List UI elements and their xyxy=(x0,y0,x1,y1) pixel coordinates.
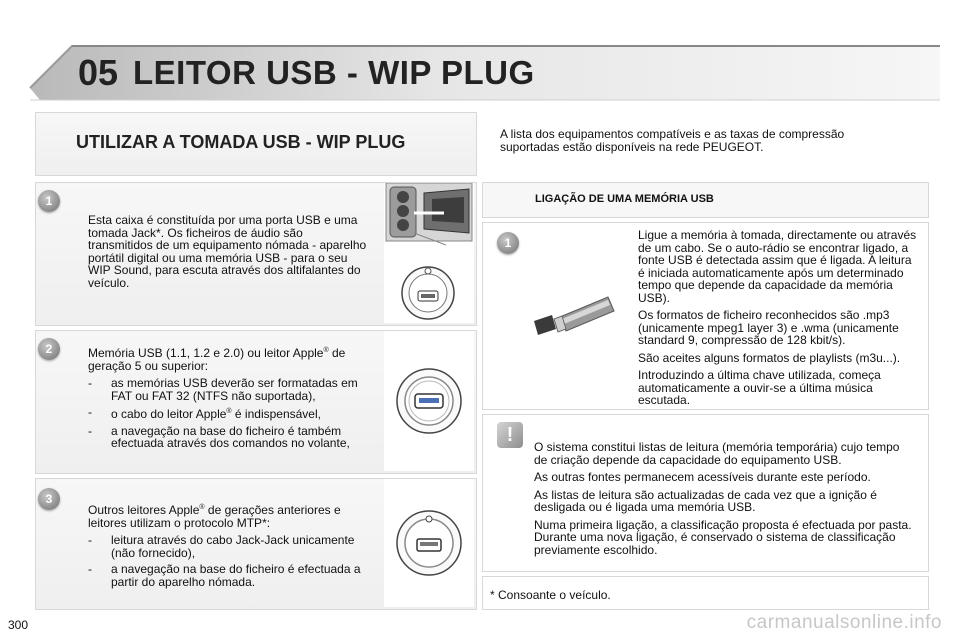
warning-icon: ! xyxy=(497,422,523,448)
usb-section-title: LIGAÇÃO DE UMA MEMÓRIA USB xyxy=(535,193,714,205)
section-1-text: Esta caixa é constituída por uma porta USB e uma tomada Jack*. Os ficheiros de áudio são transmitidos de um equipamento nómada - aparelho portátil digital ou uma memória USB - para o seu WIP Sound, para escuta através dos altifalantes do veículo. xyxy=(88,213,367,290)
list-item: - o cabo do leitor Apple® é indispensável, xyxy=(88,405,321,421)
usb-step-badge: 1 xyxy=(497,232,519,254)
section-3-text xyxy=(88,502,370,592)
section-2-text xyxy=(88,345,370,454)
usb-jack-box-picture xyxy=(384,183,474,323)
warning-text xyxy=(534,441,914,561)
usb-stick-picture xyxy=(530,285,620,335)
page-number: 300 xyxy=(8,618,29,632)
compatibility-note: A lista dos equipamentos compatíveis e as taxas de compressão suportadas estão disponíveis na rede PEUGEOT. xyxy=(500,127,845,154)
usb-port-picture xyxy=(384,331,474,471)
usb-stick-icon xyxy=(530,285,620,335)
section-1-badge: 1 xyxy=(38,190,60,212)
list-item: - a navegação na base do ficheiro é efectuada a partir do aparelho nómada. xyxy=(88,562,361,589)
list-item: - a navegação na base do ficheiro é também efectuada através dos comandos no volante, xyxy=(88,423,350,450)
usb-step-paragraph: Ligue a memória à tomada, directamente ou através de um cabo. Se o auto-rádio se encontrar ligado, a fonte USB é detectada assim que é ligada. A leitura é iniciada automaticamente após um determinado tempo que depende da capacidade da memória USB). xyxy=(638,228,917,305)
warning-paragraph: As outras fontes permanecem acessíveis durante este período. xyxy=(534,470,871,484)
warning-paragraph: O sistema constitui listas de leitura (memória temporária) cujo tempo de criação depende da capacidade do equipamento USB. xyxy=(534,440,900,467)
warning-paragraph: As listas de leitura são actualizadas de cada vez que a ignição é desligada ou é ligada uma memória USB. xyxy=(534,487,877,514)
list-item: - leitura através do cabo Jack-Jack unicamente (não fornecido), xyxy=(88,533,355,560)
chapter-number: 05 xyxy=(78,52,119,93)
list-item: - as memórias USB deverão ser formatadas em FAT ou FAT 32 (NTFS não suportada), xyxy=(88,376,358,403)
watermark: carmanualsonline.info xyxy=(746,612,942,633)
usb-step-paragraph: São aceites alguns formatos de playlists (m3u...). xyxy=(638,350,901,365)
usb-port-icon xyxy=(384,331,474,471)
section-3-intro: Outros leitores Apple® de gerações anteriores e leitores utilizam o protocolo MTP*: xyxy=(88,503,341,530)
usb-step-text xyxy=(638,229,918,412)
section-subtitle: UTILIZAR A TOMADA USB - WIP PLUG xyxy=(76,132,406,152)
footnote: * Consoante o veículo. xyxy=(490,588,611,602)
section-2-intro: Memória USB (1.1, 1.2 e 2.0) ou leitor Apple® de geração 5 ou superior: xyxy=(88,346,346,373)
jack-port-picture xyxy=(384,479,474,607)
usb-step-paragraph: Introduzindo a última chave utilizada, começa automaticamente a ouvir-se a última música escutada. xyxy=(638,368,881,407)
section-2-badge: 2 xyxy=(38,338,60,360)
usb-step-paragraph: Os formatos de ficheiro reconhecidos são .mp3 (unicamente mpeg1 layer 3) e .wma (unicamente standard 9, compressão de 128 kbit/s). xyxy=(638,308,899,347)
jack-port-icon xyxy=(384,479,474,607)
usb-jack-box-icon xyxy=(384,183,474,323)
warning-paragraph: Numa primeira ligação, a classificação proposta é efectuada por pasta. Durante uma nova ligação, é conservado o sistema de classificação previamente escolhido. xyxy=(534,517,912,557)
section-3-badge: 3 xyxy=(38,488,60,510)
page-title: LEITOR USB - WIP PLUG xyxy=(133,54,535,91)
